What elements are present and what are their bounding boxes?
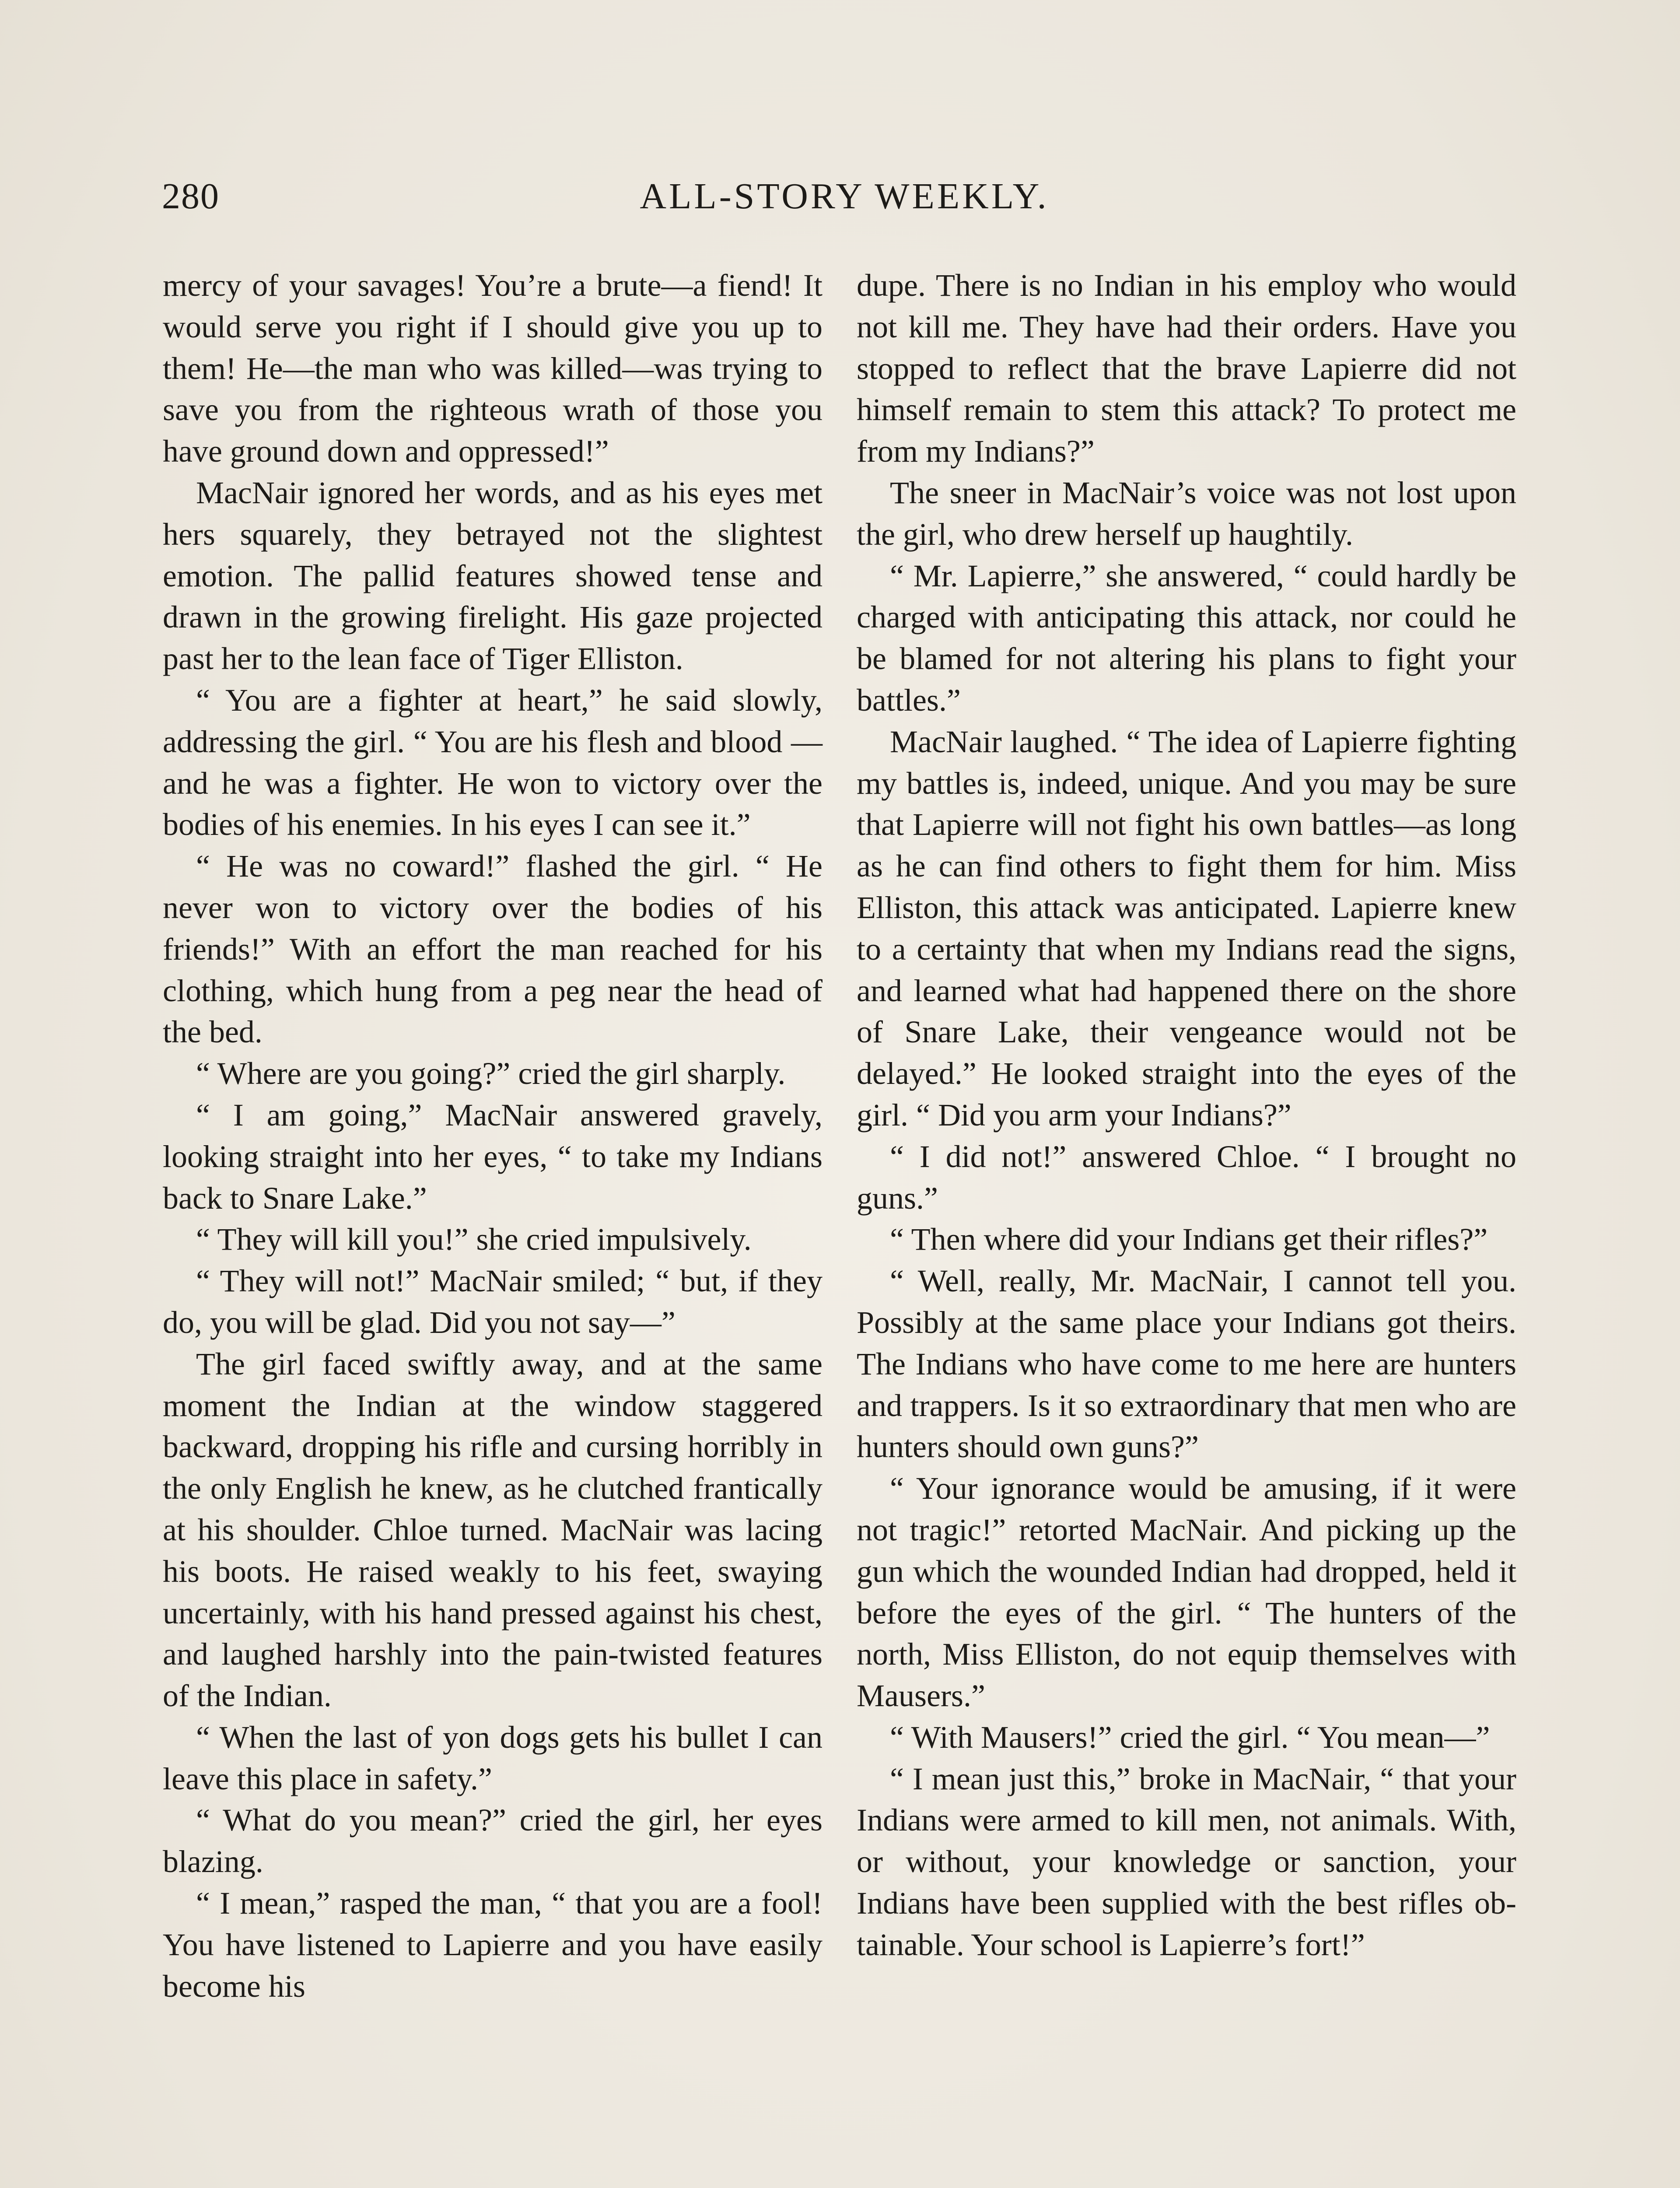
paragraph: dupe. There is no Indian in his employ who would not kill me. They have had their orders. Have you stopped to reflect that the brave Lapierre did not himself remain to stem this attack? To protect me from my Indians?” (857, 268, 1516, 469)
paragraph: “ They will not!” MacNair smiled; “ but, if they do, you will be glad. Did you not say—” (163, 1263, 822, 1340)
paragraph: “ You are a fighter at heart,” he said slowly, addressing the girl. “ You are his flesh and blood — and he was a fighter. He won to victory over the bodies of his enemies. In his eyes I can see it.” (163, 682, 822, 842)
paragraph: MacNair laughed. “ The idea of Lapierre fighting my battles is, indeed, unique. And you may be sure that Lapierre will not fight his own battles—as long as he can find others to fight them for him. Miss Elliston, this attack was anticipated. Lapierre knew to a certainty that when my Indians read the signs, and learned what had happened there on the shore of Snare Lake, their vengeance would not be delayed.” He looked straight into the eyes of the girl. “ Did you arm your Indians?” (857, 724, 1516, 1133)
paragraph: “ I did not!” answered Chloe. “ I brought no guns.” (857, 1139, 1516, 1216)
paragraph: MacNair ignored her words, and as his eyes met hers squarely, they betrayed not the slightest emotion. The pallid features showed tense and drawn in the growing firelight. His gaze projected past her to the lean face of Tiger Elliston. (163, 475, 822, 677)
paragraph: “ I am going,” MacNair answered gravely, looking straight into her eyes, “ to take my Indians back to Snare Lake.” (163, 1097, 822, 1216)
paragraph: mercy of your savages! You’re a brute—a fiend! It would serve you right if I should give you up to them! He—the man who was killed—was trying to save you from the righteous wrath of those you have ground down and oppressed!” (163, 268, 822, 469)
paragraph: “ What do you mean?” cried the girl, her eyes blazing. (163, 1802, 822, 1879)
paragraph: “ Then where did your Indians get their rifles?” (890, 1222, 1488, 1257)
right-column (857, 265, 1516, 1966)
page-header (162, 175, 1527, 236)
paragraph: “ Where are you going?” cried the girl sharply. (196, 1056, 786, 1091)
paragraph: The sneer in MacNair’s voice was not lost upon the girl, who drew herself up haughtily. (857, 475, 1516, 552)
paragraph: “ I mean just this,” broke in MacNair, “ that your Indians were armed to kill men, not animals. With, or without, your knowledge or sanction, your Indians have been supplied with the best rifles obtainable. Your school is Lapierre’s fort!” (857, 1761, 1516, 1962)
left-column (163, 265, 822, 2007)
paragraph: “ With Mausers!” cried the girl. “ You mean—” (890, 1719, 1490, 1755)
paragraph: “ I mean,” rasped the man, “ that you are a fool! You have listened to Lapierre and you have easily become his (163, 1886, 822, 2004)
paragraph: “ He was no coward!” flashed the girl. “ He never won to victory over the bodies of his friends!” With an effort the man reached for his clothing, which hung from a peg near the head of the bed. (163, 849, 822, 1050)
paragraph: The girl faced swiftly away, and at the same moment the Indian at the window staggered backward, dropping his rifle and cursing horribly in the only English he knew, as he clutched frantically at his shoulder. Chloe turned. MacNair was lacing his boots. He raised weakly to his feet, swaying uncertainly, with his hand pressed against his chest, and laughed harshly into the pain-twisted features of the Indian. (163, 1346, 822, 1714)
running-title: ALL-STORY WEEKLY. (640, 176, 1049, 217)
paragraph: “ When the last of yon dogs gets his bullet I can leave this place in safety.” (163, 1719, 822, 1796)
paragraph: “ Well, really, Mr. MacNair, I cannot tell you. Possibly at the same place your Indians got theirs. The Indians who have come to me here are hunters and trappers. Is it so extraordinary that men who are hunters should own guns?” (857, 1263, 1516, 1465)
paragraph: “ Your ignorance would be amusing, if it were not tragic!” retorted MacNair. And picking up the gun which the wounded Indian had dropped, held it before the eyes of the girl. “ The hunters of the north, Miss Elliston, do not equip themselves with Mausers.” (857, 1471, 1516, 1714)
paragraph: “ Mr. Lapierre,” she answered, “ could hardly be charged with anticipating this attack, nor could he be blamed for not altering his plans to fight your battles.” (857, 558, 1516, 718)
page-number: 280 (162, 176, 220, 217)
paragraph: “ They will kill you!” she cried impulsively. (196, 1222, 752, 1257)
